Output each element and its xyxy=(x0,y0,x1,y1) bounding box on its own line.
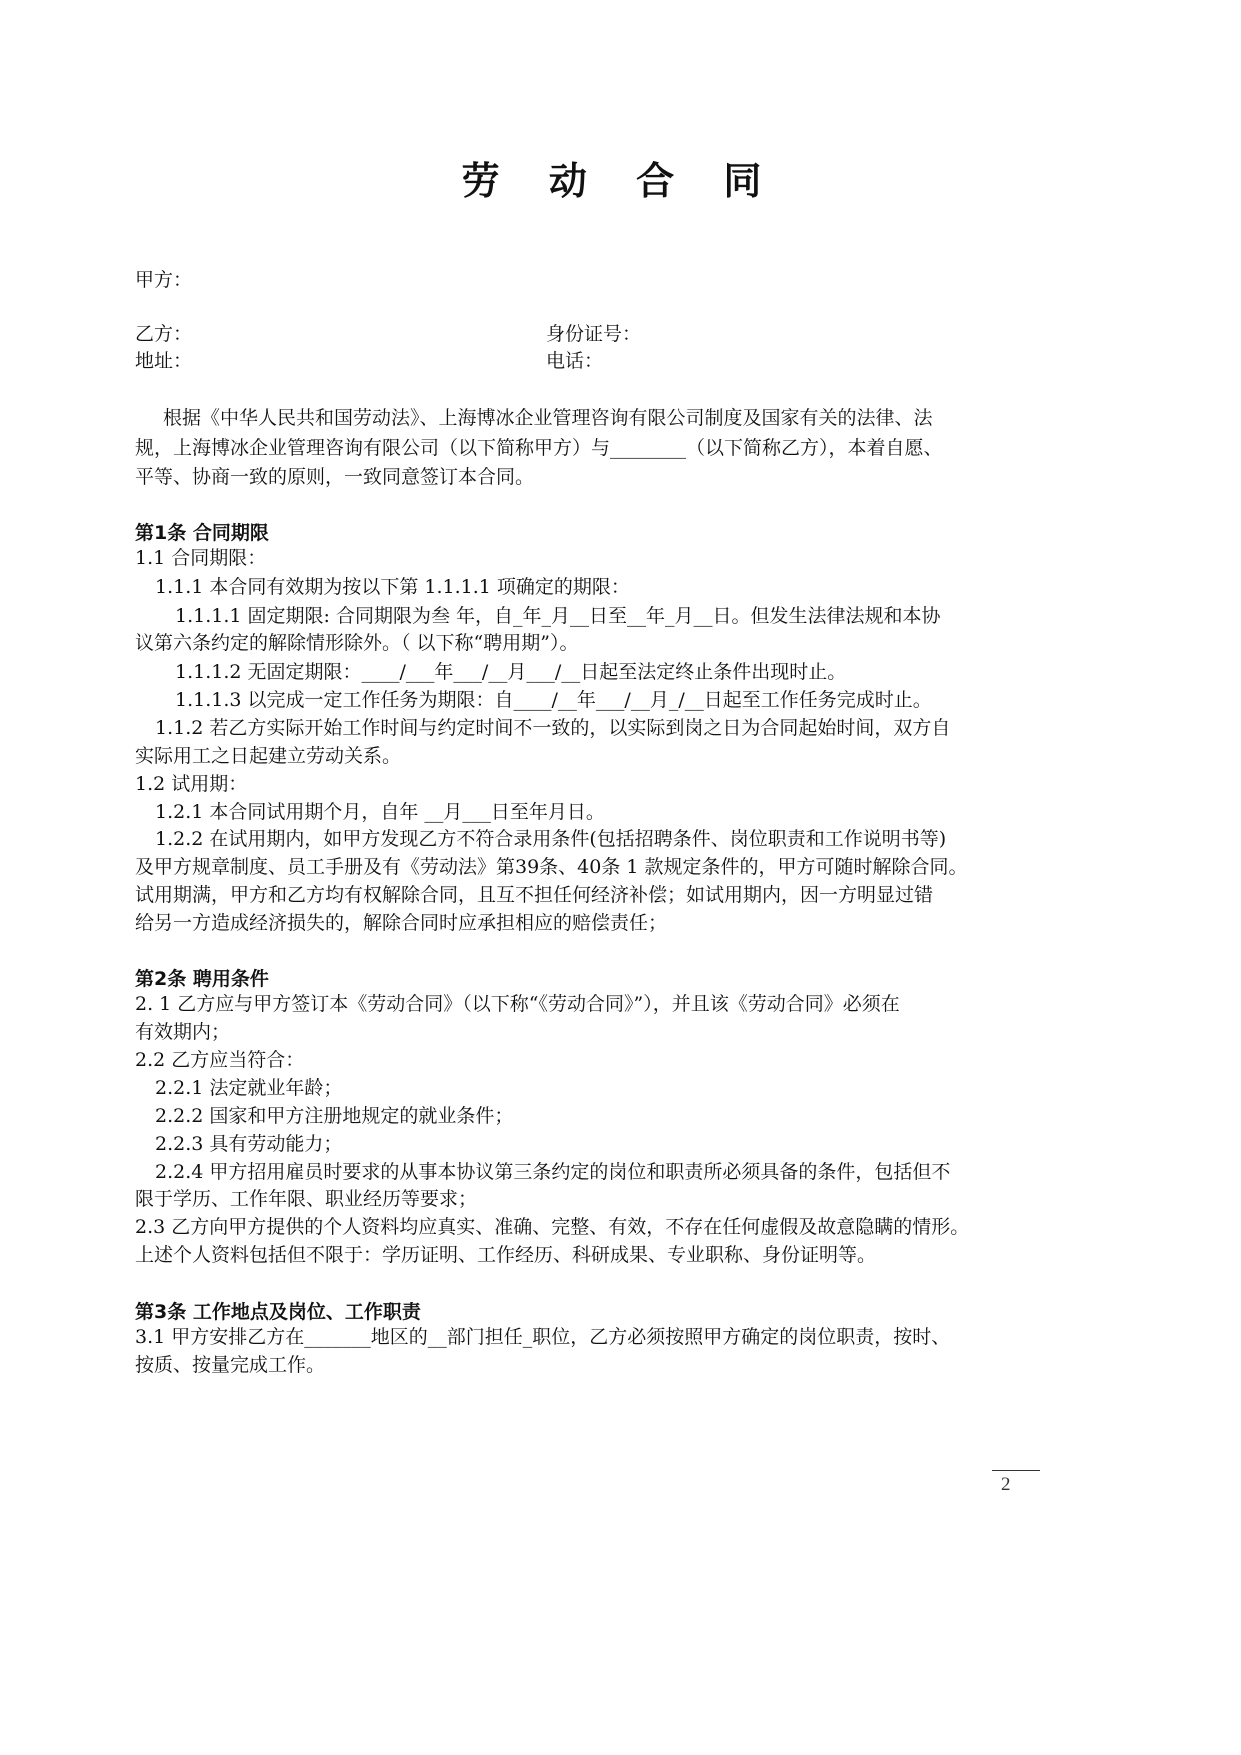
clause-line: 2.2.1 法定就业年龄； xyxy=(155,1077,343,1099)
clause-line: 1.1.2 若乙方实际开始工作时间与约定时间不一致的，以实际到岗之日为合同起始时间，双方自 xyxy=(155,717,951,739)
page-number: 2 xyxy=(1001,1474,1011,1495)
clause-line: 1.1 合同期限： xyxy=(135,547,267,569)
party-a-label: 甲方： xyxy=(135,269,193,291)
clause-line: 2. 1 乙方应与甲方签订本《劳动合同》（以下称“《劳动合同》”），并且该《劳动合同》必须在 xyxy=(135,993,900,1015)
clause-line: 及甲方规章制度、员工手册及有《劳动法》第39条、40条 1 款规定条件的，甲方可随时解除合同。 xyxy=(135,856,968,878)
clause-line: 1.2 试用期： xyxy=(135,773,248,795)
article-1-heading: 第1条 合同期限 xyxy=(135,522,269,544)
article-2-heading: 第2条 聘用条件 xyxy=(135,968,269,990)
clause-line: 2.3 乙方向甲方提供的个人资料均应真实、准确、完整、有效，不存在任何虚假及故意隐瞒的情形。 xyxy=(135,1216,970,1238)
clause-line: 2.2.2 国家和甲方注册地规定的就业条件； xyxy=(155,1105,514,1127)
clause-line: 议第六条约定的解除情形除外。（ 以下称“聘用期”）。 xyxy=(135,632,579,654)
clause-line: 1.1.1.1 固定期限: 合同期限为叁 年，自_年_月__日至__年_月__日。但发生法律法规和本协 xyxy=(175,605,941,627)
clause-line: 试用期满，甲方和乙方均有权解除合同，且互不担任何经济补偿；如试用期内，因一方明显过错 xyxy=(135,884,934,906)
clause-line: 2.2.3 具有劳动能力； xyxy=(155,1133,343,1155)
clause-line: 按质、按量完成工作。 xyxy=(135,1354,326,1376)
clause-line: 1.2.2 在试用期内，如甲方发现乙方不符合录用条件(包括招聘条件、岗位职责和工作说明书等) xyxy=(155,828,947,850)
address-label: 地址： xyxy=(135,350,193,372)
clause-line: 1.1.1.3 以完成一定工作任务为期限：自____/__年___/__月_/__日起至工作任务完成时止。 xyxy=(175,689,932,711)
article-3-heading: 第3条 工作地点及岗位、工作职责 xyxy=(135,1301,421,1323)
preamble-line: 根据《中华人民共和国劳动法》、上海博冰企业管理咨询有限公司制度及国家有关的法律、法 xyxy=(163,407,933,429)
clause-line: 给另一方造成经济损失的，解除合同时应承担相应的赔偿责任； xyxy=(135,912,668,934)
clause-line: 限于学历、工作年限、职业经历等要求； xyxy=(135,1188,478,1210)
clause-line: 3.1 甲方安排乙方在_______地区的__部门担任_职位，乙方必须按照甲方确定的岗位职责，按时、 xyxy=(135,1326,951,1348)
page-number-rule xyxy=(992,1470,1040,1471)
clause-line: 1.1.1.2 无固定期限：____/___年___/__月___/__日起至法定终止条件出现时止。 xyxy=(175,661,847,683)
preamble-line: 平等、协商一致的原则，一致同意签订本合同。 xyxy=(135,466,535,488)
party-b-label: 乙方： xyxy=(135,323,193,345)
clause-line: 上述个人资料包括但不限于：学历证明、工作经历、科研成果、专业职称、身份证明等。 xyxy=(135,1244,877,1266)
clause-line: 实际用工之日起建立劳动关系。 xyxy=(135,745,402,767)
clause-line: 1.1.1 本合同有效期为按以下第 1.1.1.1 项确定的期限： xyxy=(155,576,630,598)
phone-label: 电话： xyxy=(546,350,604,372)
clause-line: 2.2 乙方应当符合： xyxy=(135,1049,305,1071)
document-title: 劳 动 合 同 xyxy=(461,159,780,203)
id-number-label: 身份证号： xyxy=(546,323,642,345)
clause-line: 有效期内； xyxy=(135,1021,231,1043)
clause-line: 1.2.1 本合同试用期个月，自年 __月___日至年月日。 xyxy=(155,801,605,823)
clause-line: 2.2.4 甲方招用雇员时要求的从事本协议第三条约定的岗位和职责所必须具备的条件，包括但不 xyxy=(155,1161,951,1183)
preamble-line: 规，上海博冰企业管理咨询有限公司（以下简称甲方）与________（以下简称乙方），本着自愿、 xyxy=(135,437,943,459)
